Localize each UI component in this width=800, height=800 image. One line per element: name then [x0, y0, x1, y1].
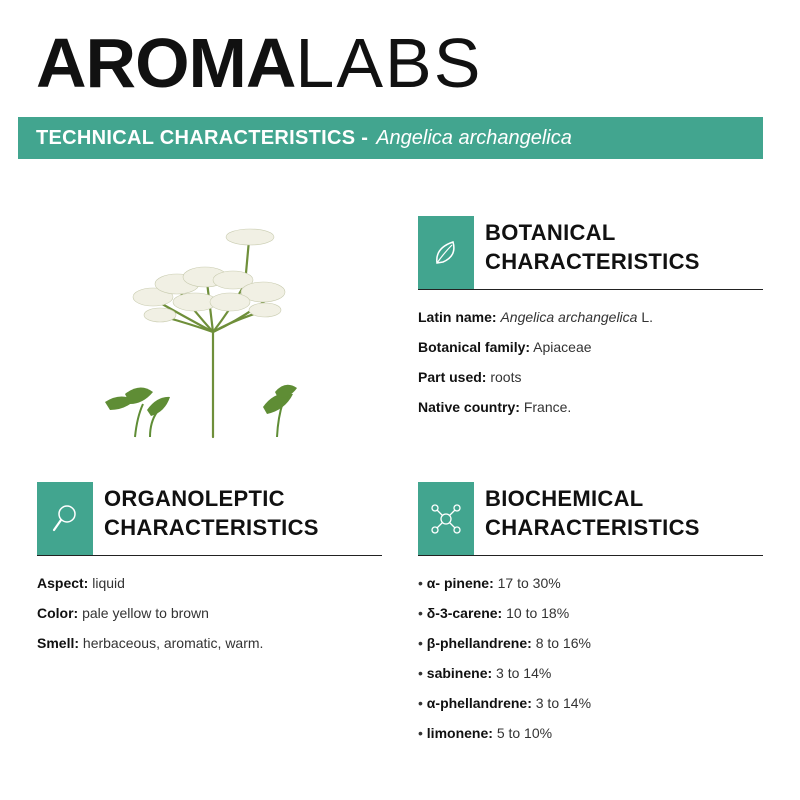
biochemical-section — [418, 482, 763, 754]
bullet: • — [418, 575, 423, 591]
bullet: • — [418, 665, 423, 681]
biochemical-header — [418, 482, 763, 556]
botanical-latin-name — [418, 308, 763, 338]
item-label: Smell: — [37, 635, 80, 651]
item-value: 17 to 30% — [497, 575, 561, 591]
biochemical-item — [418, 634, 763, 664]
brand-logo-thin: LABS — [295, 24, 483, 102]
bullet: • — [418, 635, 423, 651]
item-label: Aspect: — [37, 575, 89, 591]
latin-label: Latin name: — [418, 309, 497, 325]
organoleptic-items — [37, 574, 382, 664]
item-label: β-phellandrene: — [426, 635, 532, 651]
biochemical-icon-box — [418, 482, 474, 555]
latin-value: Angelica archangelica — [500, 309, 638, 325]
item-value: herbaceous, aromatic, warm. — [82, 635, 264, 651]
biochemical-item — [418, 604, 763, 634]
item-value: 10 to 18% — [506, 605, 570, 621]
item-value: 3 to 14% — [496, 665, 552, 681]
bullet: • — [418, 605, 423, 621]
biochemical-items — [418, 574, 763, 754]
leaf-icon — [431, 238, 461, 268]
organoleptic-icon-box — [37, 482, 93, 555]
item-label: limonene: — [426, 725, 493, 741]
botanical-title-line2: CHARACTERISTICS — [485, 249, 700, 274]
bullet: • — [418, 695, 423, 711]
organoleptic-section — [37, 482, 382, 664]
biochemical-item — [418, 694, 763, 724]
item-value: liquid — [92, 575, 125, 591]
country-value: France. — [523, 399, 572, 415]
biochemical-title-line2: CHARACTERISTICS — [485, 515, 700, 540]
banner-title: TECHNICAL CHARACTERISTICS - — [36, 126, 369, 149]
molecule-icon — [429, 502, 463, 536]
brand-logo-bold: AROMA — [36, 24, 296, 102]
organoleptic-title-line1: ORGANOLEPTIC — [104, 486, 285, 511]
botanical-part-used — [418, 368, 763, 398]
botanical-items — [418, 308, 763, 428]
title-banner — [18, 117, 763, 159]
botanical-family — [418, 338, 763, 368]
biochemical-item — [418, 574, 763, 604]
item-label: δ-3-carene: — [426, 605, 503, 621]
bullet: • — [418, 725, 423, 741]
banner-species: Angelica archangelica — [376, 126, 572, 149]
item-label: sabinene: — [426, 665, 493, 681]
botanical-header — [418, 216, 763, 290]
item-label: α- pinene: — [426, 575, 494, 591]
angelica-plant-image — [95, 222, 310, 440]
item-value: pale yellow to brown — [82, 605, 209, 621]
part-value: roots — [490, 369, 522, 385]
botanical-icon-box — [418, 216, 474, 289]
organoleptic-header — [37, 482, 382, 556]
organoleptic-title-line2: CHARACTERISTICS — [104, 515, 319, 540]
organoleptic-title — [104, 484, 319, 542]
organoleptic-item — [37, 574, 382, 604]
magnifier-icon — [50, 503, 80, 535]
botanical-section — [418, 216, 763, 428]
item-value: 3 to 14% — [535, 695, 592, 711]
family-value: Apiaceae — [533, 339, 592, 355]
biochemical-item — [418, 664, 763, 694]
country-label: Native country: — [418, 399, 520, 415]
organoleptic-item — [37, 604, 382, 634]
botanical-title-line1: BOTANICAL — [485, 220, 616, 245]
latin-suffix: L. — [641, 309, 654, 325]
brand-logo — [36, 24, 483, 102]
biochemical-title-line1: BIOCHEMICAL — [485, 486, 644, 511]
family-label: Botanical family: — [418, 339, 531, 355]
item-value: 8 to 16% — [535, 635, 591, 651]
botanical-title — [485, 218, 700, 276]
organoleptic-item — [37, 634, 382, 664]
item-value: 5 to 10% — [496, 725, 553, 741]
item-label: α-phellandrene: — [426, 695, 532, 711]
botanical-native-country — [418, 398, 763, 428]
item-label: Color: — [37, 605, 79, 621]
part-label: Part used: — [418, 369, 487, 385]
biochemical-title — [485, 484, 700, 542]
biochemical-item — [418, 724, 763, 754]
